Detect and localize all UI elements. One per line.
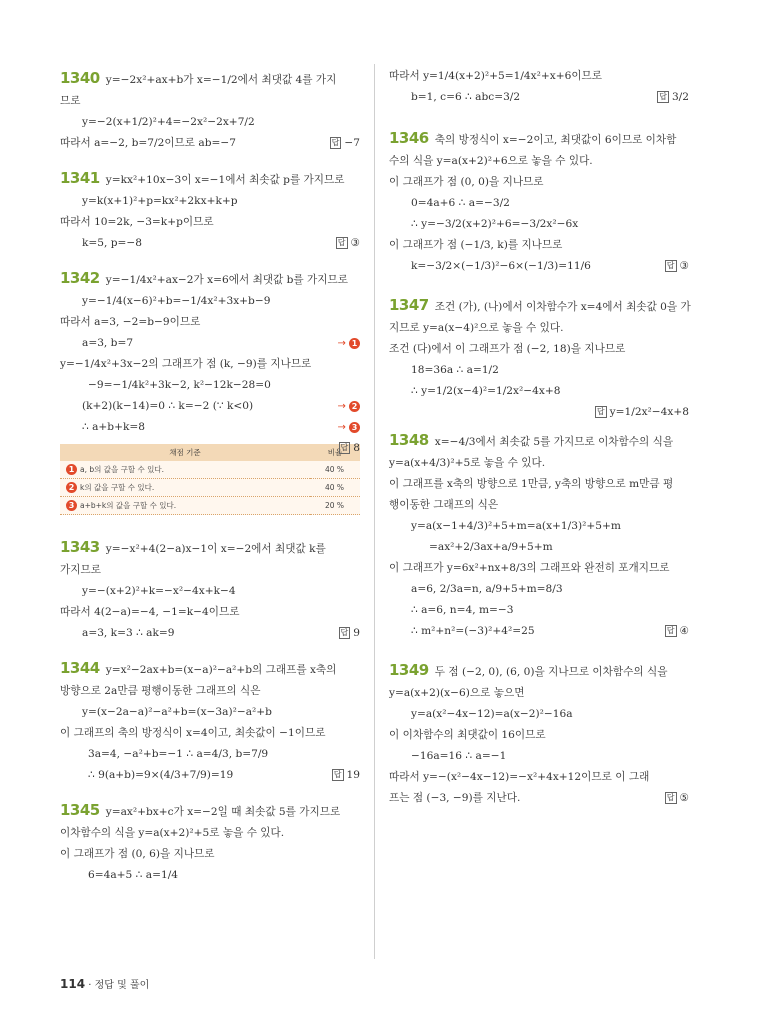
line-text: y=a(x+2)(x−6)으로 놓으면 xyxy=(389,687,525,699)
problem-number: 1348 xyxy=(389,431,429,449)
solution-line xyxy=(60,865,360,886)
solution-line xyxy=(60,765,360,786)
answer-icon: 답 xyxy=(666,626,675,635)
solution-line xyxy=(60,68,360,91)
answer xyxy=(336,233,360,254)
step-marker xyxy=(337,396,360,417)
line-text: −9=−1/4k²+3k−2, k²−12k−28=0 xyxy=(88,379,271,391)
answer-icon: 답 xyxy=(331,138,340,147)
criterion-text: a, b의 값을 구할 수 있다. xyxy=(80,465,165,474)
grading-criterion xyxy=(60,461,310,479)
solution-line xyxy=(389,516,689,537)
line-text: 이 그래프를 x축의 방향으로 1만큼, y축의 방향으로 m만큼 평 xyxy=(389,478,674,490)
solution-line xyxy=(389,381,689,402)
line-text: 조건 (가), (나)에서 이차함수가 x=4에서 최솟값 0을 가 xyxy=(434,301,691,313)
line-text: a=3, b=7 xyxy=(82,337,134,349)
problem-1344 xyxy=(60,658,360,786)
column-divider xyxy=(374,64,375,959)
solution-line xyxy=(60,658,360,681)
line-text: y=−1/4x²+ax−2가 x=6에서 최댓값 b를 가지므로 xyxy=(105,274,348,286)
solution-line xyxy=(389,235,689,256)
line-text: 이 그래프가 y=6x²+nx+8/3의 그래프와 완전히 포개지므로 xyxy=(389,562,670,574)
footer-label: · 정답 및 풀이 xyxy=(88,980,150,991)
solution-line xyxy=(389,683,689,704)
line-text: b=1, c=6 ∴ abc=3/2 xyxy=(411,91,521,103)
line-text: y=ax²+bx+c가 x=−2일 때 최솟값 5를 가지므로 xyxy=(105,806,341,818)
answer-value: 19 xyxy=(346,769,360,781)
answer-icon: 답 xyxy=(340,628,349,637)
grading-row xyxy=(60,479,360,497)
step-marker xyxy=(337,333,360,354)
answer xyxy=(339,623,360,644)
grading-row xyxy=(60,461,360,479)
answer xyxy=(665,621,689,642)
line-text: 6=4a+5 ∴ a=1/4 xyxy=(88,869,179,881)
problem-1345 xyxy=(60,800,360,886)
line-text: x=−4/3에서 최솟값 5를 가지므로 이차함수의 식을 xyxy=(434,436,674,448)
solution-line xyxy=(389,295,689,318)
line-text: 18=36a ∴ a=1/2 xyxy=(411,364,499,376)
line-text: y=a(x−1+4/3)²+5+m=a(x+1/3)²+5+m xyxy=(411,520,621,532)
answer-value: ④ xyxy=(679,625,689,637)
solution-line xyxy=(389,558,689,579)
criterion-text: k의 값을 구할 수 있다. xyxy=(80,483,155,492)
solution-line xyxy=(389,151,689,172)
line-text: y=k(x+1)²+p=kx²+2kx+k+p xyxy=(82,195,238,207)
solution-line xyxy=(60,268,360,291)
problem-1346 xyxy=(389,128,689,277)
solution-line xyxy=(389,621,689,642)
solution-line xyxy=(389,318,689,339)
left-column xyxy=(60,60,360,886)
answer xyxy=(330,133,360,154)
line-text: y=−(x+2)²+k=−x²−4x+k−4 xyxy=(82,585,236,597)
arrow-icon: → xyxy=(337,401,349,412)
solution-line xyxy=(60,560,360,581)
solution-line xyxy=(60,354,360,375)
line-text: 이 그래프가 점 (0, 6)을 지나므로 xyxy=(60,848,215,860)
solution-line xyxy=(389,788,689,809)
solution-line xyxy=(60,702,360,723)
line-text: 이 이차함수의 최댓값이 16이므로 xyxy=(389,729,546,741)
problem-number: 1343 xyxy=(60,538,100,556)
answer-value: ③ xyxy=(679,260,689,272)
solution-line xyxy=(60,333,360,354)
line-text: k=−3/2×(−1/3)²−6×(−1/3)=11/6 xyxy=(411,260,591,272)
solution-line xyxy=(60,291,360,312)
page-footer xyxy=(60,976,149,991)
problem-number: 1340 xyxy=(60,69,100,87)
line-text: 따라서 y=1/4(x+2)²+5=1/4x²+x+6이므로 xyxy=(389,70,603,82)
solution-line xyxy=(389,214,689,235)
solution-line xyxy=(60,312,360,333)
line-text: y=x²−2ax+b=(x−a)²−a²+b의 그래프를 x축의 xyxy=(105,664,337,676)
solution-line xyxy=(389,704,689,725)
solution-line xyxy=(389,474,689,495)
grading-header-criteria: 채점 기준 xyxy=(60,444,310,461)
line-text: ∴ y=−3/2(x+2)²+6=−3/2x²−6x xyxy=(411,218,579,230)
line-text: 이차함수의 식을 y=a(x+2)²+5로 놓을 수 있다. xyxy=(60,827,285,839)
problem-1347 xyxy=(389,295,691,418)
problem-number: 1344 xyxy=(60,659,100,677)
grading-criterion xyxy=(60,479,310,497)
step-number-badge: 3 xyxy=(349,422,360,433)
solution-line xyxy=(389,193,689,214)
line-text: y=kx²+10x−3이 x=−1에서 최솟값 p를 가지므로 xyxy=(105,174,345,186)
answer-icon: 답 xyxy=(666,793,675,802)
line-text: 프는 점 (−3, −9)를 지난다. xyxy=(389,792,521,804)
grading-ratio: 40 % xyxy=(310,461,360,479)
solution-line xyxy=(60,681,360,702)
step-number-badge: 3 xyxy=(66,500,77,511)
line-text: ∴ a=6, n=4, m=−3 xyxy=(411,604,514,616)
solution-line xyxy=(389,430,689,453)
solution-line xyxy=(389,339,689,360)
solution-line xyxy=(60,623,360,644)
answer-icon: 답 xyxy=(340,443,349,452)
line-text: y=−x²+4(2−a)x−1이 x=−2에서 최댓값 k를 xyxy=(105,543,326,555)
answer xyxy=(665,256,689,277)
answer-value: −7 xyxy=(344,137,360,149)
line-text: ∴ m²+n²=(−3)²+4²=25 xyxy=(411,625,535,637)
problem-1343 xyxy=(60,537,360,644)
line-text: y=−1/4(x−6)²+b=−1/4x²+3x+b−9 xyxy=(82,295,271,307)
line-text: y=a(x²−4x−12)=a(x−2)²−16a xyxy=(411,708,573,720)
solution-line xyxy=(389,495,689,516)
solution-line xyxy=(60,168,360,191)
line-text: 0=4a+6 ∴ a=−3/2 xyxy=(411,197,510,209)
answer xyxy=(595,402,689,423)
solution-line xyxy=(389,579,689,600)
problem-number: 1345 xyxy=(60,801,100,819)
step-number-badge: 1 xyxy=(349,338,360,349)
solution-line xyxy=(60,212,360,233)
line-text: 3a=4, −a²+b=−1 ∴ a=4/3, b=7/9 xyxy=(88,748,269,760)
solution-line xyxy=(389,256,689,277)
answer-value: ③ xyxy=(350,237,360,249)
line-text: 행이동한 그래프의 식은 xyxy=(389,499,499,511)
solution-line xyxy=(60,602,360,623)
grading-table xyxy=(60,444,360,515)
line-text: 따라서 10=2k, −3=k+p이므로 xyxy=(60,216,214,228)
line-text: y=(x−2a−a)²−a²+b=(x−3a)²−a²+b xyxy=(82,706,272,718)
answer-icon: 답 xyxy=(333,770,342,779)
line-text: 따라서 4(2−a)=−4, −1=k−4이므로 xyxy=(60,606,240,618)
line-text: k=5, p=−8 xyxy=(82,237,143,249)
line-text: 따라서 y=−(x²−4x−12)=−x²+4x+12이므로 이 그래 xyxy=(389,771,650,783)
solution-line xyxy=(60,844,360,865)
solution-line xyxy=(60,417,360,438)
problem-number: 1341 xyxy=(60,169,100,187)
step-number-badge: 1 xyxy=(66,464,77,475)
criterion-text: a+b+k의 값을 구할 수 있다. xyxy=(80,501,177,510)
line-text: 조건 (다)에서 이 그래프가 점 (−2, 18)을 지나므로 xyxy=(389,343,626,355)
solution-line xyxy=(389,87,689,108)
answer-value: 3/2 xyxy=(671,91,689,103)
arrow-icon: → xyxy=(337,422,349,433)
solution-line xyxy=(389,725,689,746)
step-number-badge: 2 xyxy=(349,401,360,412)
problem-number: 1346 xyxy=(389,129,429,147)
grading-header-ratio: 비율 xyxy=(310,444,360,461)
solution-line xyxy=(60,800,360,823)
solution-line xyxy=(60,581,360,602)
line-text: 두 점 (−2, 0), (6, 0)을 지나므로 이차함수의 식을 xyxy=(434,666,668,678)
grading-row xyxy=(60,497,360,515)
line-text: ∴ a+b+k=8 xyxy=(82,421,145,433)
step-number-badge: 2 xyxy=(66,482,77,493)
problem-1340 xyxy=(60,68,360,154)
problem-1349 xyxy=(389,660,689,809)
line-text: (k+2)(k−14)=0 ∴ k=−2 (∵ k<0) xyxy=(82,400,254,412)
problem-1348 xyxy=(389,430,689,642)
answer-icon: 답 xyxy=(596,407,605,416)
line-text: 가지므로 xyxy=(60,564,101,576)
solution-line xyxy=(389,66,689,87)
answer-value: 8 xyxy=(353,442,360,454)
solution-line xyxy=(60,823,360,844)
line-text: y=−2x²+ax+b가 x=−1/2에서 최댓값 4를 가지 xyxy=(105,74,337,86)
solution-line xyxy=(60,375,360,396)
page-number: 114 xyxy=(60,977,86,991)
problem-1345-continued xyxy=(389,66,689,108)
line-text: 이 그래프의 축의 방정식이 x=4이고, 최솟값이 −1이므로 xyxy=(60,727,326,739)
line-text: 방향으로 2a만큼 평행이동한 그래프의 식은 xyxy=(60,685,261,697)
right-column xyxy=(389,60,689,809)
line-text: y=−2(x+1/2)²+4=−2x²−2x+7/2 xyxy=(82,116,255,128)
line-text: ∴ 9(a+b)=9×(4/3+7/9)=19 xyxy=(88,769,234,781)
step-marker xyxy=(337,417,360,438)
line-text: 수의 식을 y=a(x+2)²+6으로 놓을 수 있다. xyxy=(389,155,593,167)
arrow-icon: → xyxy=(337,338,349,349)
solution-line xyxy=(60,537,360,560)
solution-line xyxy=(389,360,689,381)
solution-line xyxy=(389,172,689,193)
solution-line xyxy=(60,233,360,254)
answer-value: y=1/2x²−4x+8 xyxy=(609,406,689,418)
solution-line xyxy=(389,767,689,788)
answer-icon: 답 xyxy=(666,261,675,270)
solution-line xyxy=(389,453,689,474)
solution-line xyxy=(60,112,360,133)
solution-line xyxy=(60,91,360,112)
solution-line xyxy=(389,746,689,767)
answer xyxy=(665,788,689,809)
answer-icon: 답 xyxy=(659,92,667,101)
problem-1341 xyxy=(60,168,360,254)
solution-line xyxy=(60,191,360,212)
problem-number: 1347 xyxy=(389,296,429,314)
line-text: 므로 xyxy=(60,95,81,107)
line-text: 이 그래프가 점 (0, 0)을 지나므로 xyxy=(389,176,544,188)
solution-line xyxy=(389,660,689,683)
solution-line xyxy=(389,600,689,621)
problem-number: 1349 xyxy=(389,661,429,679)
line-text: 따라서 a=−2, b=7/2이므로 ab=−7 xyxy=(60,137,236,149)
answer-icon: 답 xyxy=(337,238,346,247)
line-text: −16a=16 ∴ a=−1 xyxy=(411,750,507,762)
solution-line xyxy=(60,723,360,744)
answer xyxy=(339,438,360,459)
answer-value: 9 xyxy=(353,627,360,639)
line-text: 따라서 a=3, −2=b−9이므로 xyxy=(60,316,201,328)
solution-line xyxy=(389,537,689,558)
line-text: a=3, k=3 ∴ ak=9 xyxy=(82,627,175,639)
solution-line xyxy=(60,744,360,765)
answer xyxy=(332,765,360,786)
line-text: 축의 방정식이 x=−2이고, 최댓값이 6이므로 이차함 xyxy=(434,134,677,146)
line-text: =ax²+2/3ax+a/9+5+m xyxy=(429,541,553,553)
line-text: 이 그래프가 점 (−1/3, k)를 지나므로 xyxy=(389,239,563,251)
solution-line xyxy=(60,133,360,154)
line-text: y=a(x+4/3)²+5로 놓을 수 있다. xyxy=(389,457,546,469)
grading-ratio: 40 % xyxy=(310,479,360,497)
answer-value: ⑤ xyxy=(679,792,689,804)
answer xyxy=(657,87,689,108)
line-text: 지므로 y=a(x−4)²으로 놓을 수 있다. xyxy=(389,322,564,334)
line-text: y=−1/4x²+3x−2의 그래프가 점 (k, −9)를 지나므로 xyxy=(60,358,312,370)
line-text: ∴ y=1/2(x−4)²=1/2x²−4x+8 xyxy=(411,385,561,397)
problem-number: 1342 xyxy=(60,269,100,287)
grading-ratio: 20 % xyxy=(310,497,360,515)
grading-criterion xyxy=(60,497,310,515)
line-text: a=6, 2/3a=n, a/9+5+m=8/3 xyxy=(411,583,563,595)
solution-line xyxy=(60,396,360,417)
solution-line xyxy=(389,128,689,151)
